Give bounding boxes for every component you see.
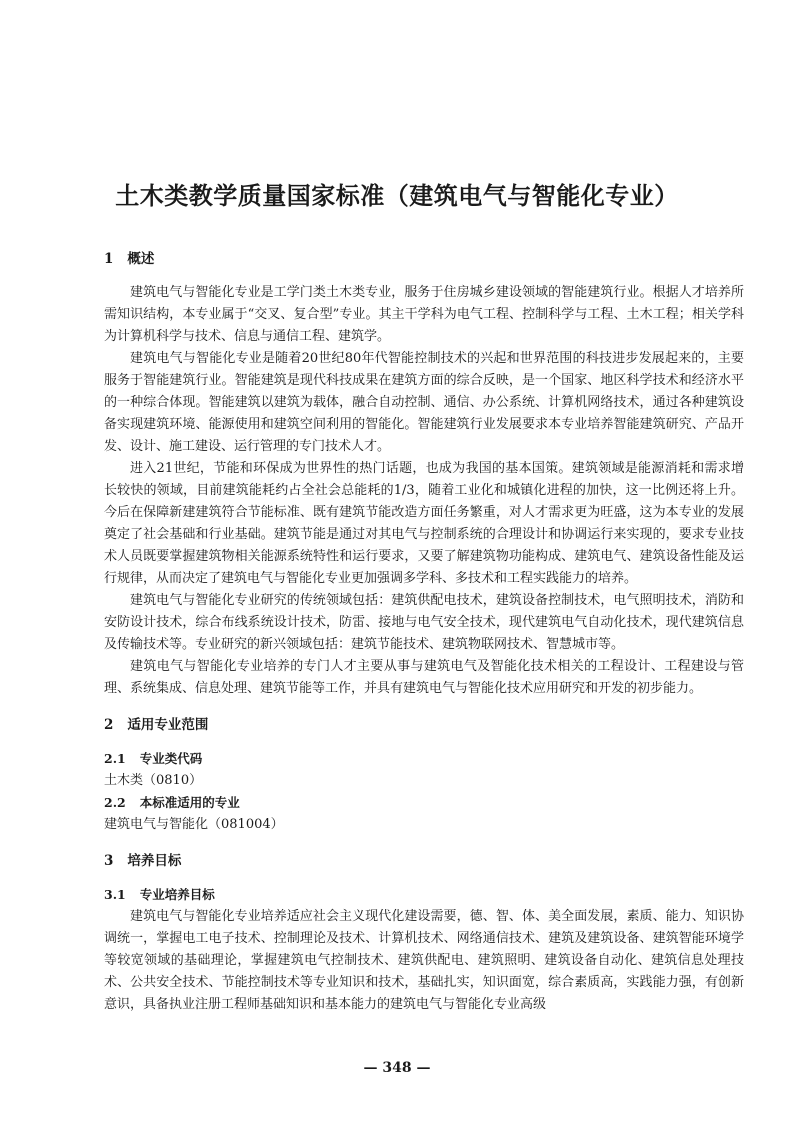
- section-title: 培养目标: [127, 853, 182, 869]
- subsection-2-1-heading: [104, 748, 744, 770]
- subsection-number: 3.1: [104, 887, 126, 902]
- subsection-title: 专业类代码: [139, 751, 203, 766]
- section-title: 概述: [127, 251, 155, 267]
- subsection-title: 本标准适用的专业: [139, 795, 240, 810]
- subsection-title: 专业培养目标: [139, 887, 215, 902]
- section-number: 2: [104, 717, 114, 733]
- section-3-heading: [104, 850, 744, 872]
- section-number: 1: [104, 251, 114, 267]
- subsection-text: 建筑电气与智能化（081004）: [104, 817, 284, 832]
- page-title: 土木类教学质量国家标准（建筑电气与智能化专业）: [115, 181, 679, 211]
- section-title: 适用专业范围: [127, 717, 209, 733]
- paragraph: 建筑电气与智能化专业研究的传统领域包括：建筑供配电技术，建筑设备控制技术，电气照明技术，消防和安防设计技术，综合布线系统设计技术，防雷、接地与电气安全技术，现代建筑电气自动化技术，现代建筑信息及传输技术等。专业研究的新兴领域包括：建筑节能技术、建筑物联网技术、智慧城市等。: [104, 593, 744, 652]
- subsection-number: 2.2: [104, 795, 126, 810]
- paragraph: 建筑电气与智能化专业培养的专门人才主要从事与建筑电气及智能化技术相关的工程设计、工程建设与管理、系统集成、信息处理、建筑节能等工作，并具有建筑电气与智能化技术应用研究和开发的初步能力。: [104, 659, 744, 696]
- paragraph: 进入21世纪，节能和环保成为世界性的热门话题，也成为我国的基本国策。建筑领域是能源消耗和需求增长较快的领域，目前建筑能耗约占全社会总能耗的1/3，随着工业化和城镇化进程的加快，这一比例还将上升。今后在保障新建建筑符合节能标准、既有建筑节能改造方面任务繁重，对人才需求更为旺盛，这为本专业的发展奠定了社会基础和行业基础。建筑节能是通过对其电气与控制系统的合理设计和协调运行来实现的，要求专业技术人员既要掌握建筑物相关能源系统特性和运行要求，又要了解建筑物功能构成、建筑电气、建筑设备性能及运行规律，从而决定了建筑电气与智能化专业更加强调多学科、多技术和工程实践能力的培养。: [104, 461, 744, 586]
- subsection-3-1-heading: [104, 884, 744, 906]
- paragraph: 建筑电气与智能化专业培养适应社会主义现代化建设需要，德、智、体、美全面发展，素质、能力、知识协调统一，掌握电工电子技术、控制理论及技术、计算机技术、网络通信技术、建筑及建筑设备、建筑智能环境学等较宽领域的基础理论，掌握建筑电气控制技术、建筑供配电、建筑照明、建筑设备自动化、建筑信息处理技术、公共安全技术、节能控制技术等专业知识和技术，基础扎实，知识面宽，综合素质高，实践能力强，有创新意识，具备执业注册工程师基础知识和基本能力的建筑电气与智能化专业高级: [104, 909, 744, 1012]
- subsection-number: 2.1: [104, 751, 126, 766]
- paragraph: 建筑电气与智能化专业是工学门类土木类专业，服务于住房城乡建设领域的智能建筑行业。根据人才培养所需知识结构，本专业属于“交叉、复合型”专业。其主干学科为电气工程、控制科学与工程、土木工程；相关学科为计算机科学与技术、信息与通信工程、建筑学。: [104, 285, 744, 344]
- page-number: — 348 —: [363, 1060, 431, 1076]
- paragraph: 建筑电气与智能化专业是随着20世纪80年代智能控制技术的兴起和世界范围的科技进步发展起来的，主要服务于智能建筑行业。智能建筑是现代科技成果在建筑方面的综合反映，是一个国家、地区科学技术和经济水平的一种综合体现。智能建筑以建筑为载体，融合自动控制、通信、办公系统、计算机网络技术，通过各种建筑设备实现建筑环境、能源使用和建筑空间利用的智能化。智能建筑行业发展要求本专业培养智能建筑研究、产品开发、设计、施工建设、运行管理的专门技术人才。: [104, 351, 744, 454]
- section-number: 3: [104, 853, 114, 869]
- document-body: [104, 248, 744, 1016]
- section-1-heading: [104, 248, 744, 270]
- subsection-text: 土木类（0810）: [104, 773, 203, 788]
- subsection-2-2-heading: [104, 792, 744, 814]
- section-2-heading: [104, 714, 744, 736]
